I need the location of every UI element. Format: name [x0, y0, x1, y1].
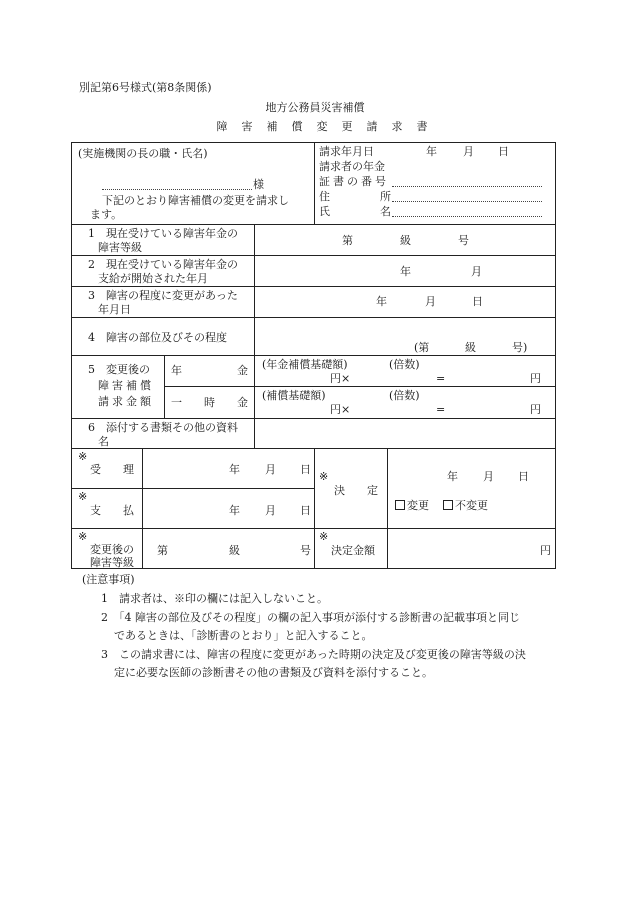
receipt-label: 受 理: [90, 463, 134, 476]
row5-yen-x2: 円×: [330, 403, 351, 416]
row5-label-2: 障害補償: [98, 379, 154, 392]
row5-yen2: 円: [530, 403, 541, 416]
change-label: 変更: [407, 499, 429, 512]
notes-heading: (注意事項): [82, 573, 135, 586]
row6-label-1: 6 添付する書類その他の資料: [88, 421, 238, 434]
addressee-label: (実施機関の長の職・氏名): [78, 147, 208, 160]
row3-day: 日: [472, 295, 483, 308]
no-change-label: 不変更: [455, 499, 488, 512]
address-label-2: 所: [380, 190, 391, 203]
row5-bai: (倍数): [389, 358, 420, 371]
row2-label-1: 2 現在受けている障害年金の: [88, 258, 238, 271]
payment-month: 月: [265, 504, 276, 517]
name-label-1: 氏: [319, 205, 330, 218]
note-3-line1: 3 この請求書には、障害の程度に変更があった時期の決定及び変更後の障害等級の決: [101, 648, 526, 661]
change-checkbox[interactable]: [395, 500, 405, 510]
decision-month: 月: [483, 470, 494, 483]
row3-month: 月: [425, 295, 436, 308]
row5-ichiji: 一 時: [171, 396, 215, 409]
row6-label-2: 名: [98, 435, 109, 448]
row2-year: 年: [400, 265, 411, 278]
decided-amount-mark: ※: [319, 530, 329, 543]
decision-mark: ※: [319, 470, 329, 483]
decision-day: 日: [518, 470, 529, 483]
addressee-sama: 様: [253, 178, 264, 191]
row2-label-2: 支給が開始された年月: [98, 272, 208, 285]
row1-kyu: 級: [400, 234, 411, 247]
pension-cert-label-2: 証書の番号: [319, 175, 389, 188]
grade-after-label-1: 変更後の: [90, 543, 134, 556]
grade-after-label-2: 障害等級: [90, 556, 134, 569]
note-1: 1 請求者は、※印の欄には記入しないこと。: [101, 592, 328, 605]
payment-day: 日: [300, 504, 311, 517]
row5-yen: 円: [530, 372, 541, 385]
form-number: 別記第6号様式(第8条関係): [79, 81, 212, 94]
row5-bai2: (倍数): [389, 389, 420, 402]
receipt-mark: ※: [78, 450, 88, 463]
note-2-line1: 2 「4 障害の部位及びその程度」の欄の記入事項が添付する診断書の記載事項と同じ: [101, 611, 520, 624]
row5-kin: 金: [237, 364, 248, 377]
address-field: [392, 201, 542, 202]
receipt-year: 年: [229, 463, 240, 476]
pension-cert-label-1: 請求者の年金: [319, 160, 385, 173]
no-change-option[interactable]: [443, 499, 488, 512]
row1-go: 号: [458, 234, 469, 247]
row5-label-3: 請求金額: [98, 395, 154, 408]
row3-label-1: 3 障害の程度に変更があった: [88, 289, 238, 302]
row4-kyu: 級: [465, 341, 476, 354]
name-field: [392, 216, 542, 217]
row5-eq: =: [436, 372, 446, 385]
request-text-2: ます。: [90, 208, 123, 221]
claim-date-label: 請求年月日: [319, 145, 374, 158]
row2-month: 月: [471, 265, 482, 278]
row5-nen: 年: [171, 364, 182, 377]
no-change-checkbox[interactable]: [443, 500, 453, 510]
row4-label: 4 障害の部位及びその程度: [88, 331, 227, 344]
decision-year: 年: [447, 470, 458, 483]
receipt-day: 日: [300, 463, 311, 476]
claim-date-month: 月: [463, 145, 474, 158]
note-2-line2: であるときは、「診断書のとおり」と記入すること。: [114, 629, 373, 642]
receipt-month: 月: [265, 463, 276, 476]
decided-amount-label: 決定金額: [331, 544, 375, 557]
decision-label: 決 定: [334, 484, 378, 497]
addressee-line: [102, 189, 252, 190]
form-title-line1: 地方公務員災害補償: [265, 101, 365, 114]
row4-go: 号): [512, 341, 528, 354]
grade-after-go: 号: [300, 544, 311, 557]
grade-after-dai: 第: [157, 544, 168, 557]
claim-date-year: 年: [426, 145, 437, 158]
payment-mark: ※: [78, 490, 88, 503]
row5-comp-base: (補償基礎額): [262, 389, 326, 402]
row5-label-1: 5 変更後の: [88, 363, 150, 376]
row4-dai: (第: [414, 341, 430, 354]
request-text-1: 下記のとおり障害補償の変更を請求し: [102, 194, 289, 207]
row1-dai: 第: [342, 234, 353, 247]
row5-yen-x: 円×: [330, 372, 351, 385]
row3-label-2: 年月日: [98, 303, 131, 316]
row1-label-2: 障害等級: [98, 241, 142, 254]
change-option[interactable]: [395, 499, 429, 512]
claim-date-day: 日: [498, 145, 509, 158]
decided-amount-yen: 円: [540, 544, 551, 557]
row3-year: 年: [376, 295, 387, 308]
note-3-line2: 定に必要な医師の診断書その他の書類及び資料を添付すること。: [114, 666, 433, 679]
payment-year: 年: [229, 504, 240, 517]
grade-after-kyu: 級: [229, 544, 240, 557]
address-label-1: 住: [319, 190, 330, 203]
row1-label-1: 1 現在受けている障害年金の: [88, 227, 238, 240]
payment-label: 支 払: [90, 504, 134, 517]
row5-eq2: =: [436, 403, 446, 416]
name-label-2: 名: [380, 205, 391, 218]
grade-after-mark: ※: [78, 530, 88, 543]
row5-kin2: 金: [237, 396, 248, 409]
pension-cert-field: [392, 186, 542, 187]
form-title-line2: 障害補償変更請求書: [216, 120, 442, 133]
row5-pension-base: (年金補償基礎額): [262, 358, 348, 371]
